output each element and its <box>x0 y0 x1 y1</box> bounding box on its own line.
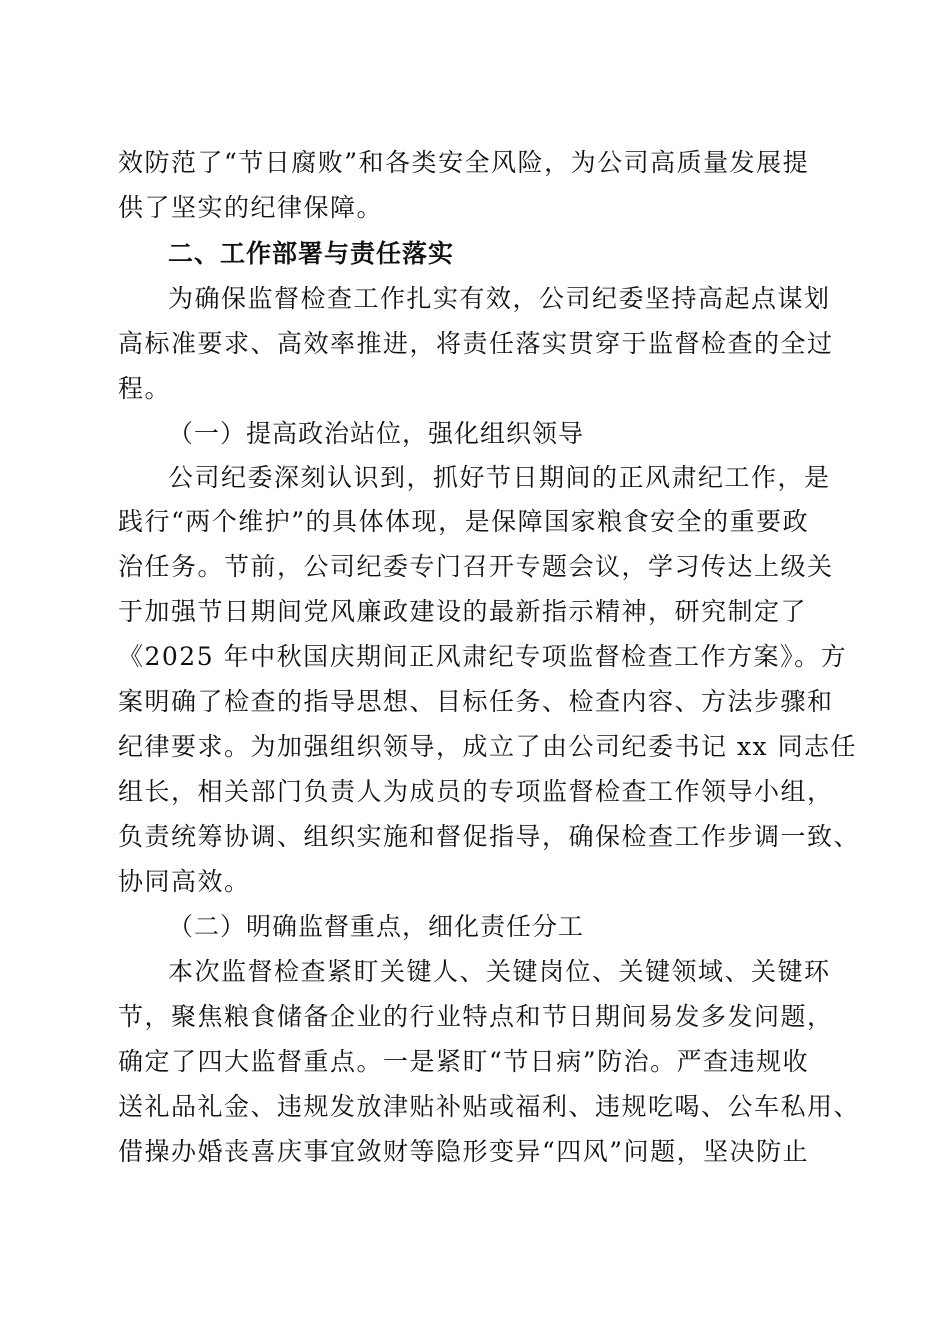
body-text-line: 确定了四大监督重点。一是紧盯“节日病”防治。严查违规收 <box>118 1047 810 1076</box>
body-text-line: 案明确了检查的指导思想、目标任务、检查内容、方法步骤和 <box>118 687 834 716</box>
body-text-line: 节，聚焦粮食储备企业的行业特点和节日期间易发多发问题， <box>118 1002 834 1031</box>
body-text-line: 供了坚实的纪律保障。 <box>118 193 384 222</box>
body-text-line: 效防范了“节日腐败”和各类安全风险，为公司高质量发展提 <box>118 148 810 177</box>
body-text-line: 于加强节日期间党风廉政建设的最新指示精神，研究制定了 <box>118 597 808 626</box>
body-text-line: 高标准要求、高效率推进，将责任落实贯穿于监督检查的全过 <box>118 329 834 358</box>
subsection-heading: （一）提高政治站位，强化组织领导 <box>168 419 585 448</box>
body-text-line: 治任务。节前，公司纪委专门召开专题会议，学习传达上级关 <box>118 552 834 581</box>
body-text-line: 纪律要求。为加强组织领导，成立了由公司纪委书记 xx 同志任 <box>118 732 858 761</box>
body-text-line: 为确保监督检查工作扎实有效，公司纪委坚持高起点谋划 <box>168 284 831 313</box>
body-text-line: 送礼品礼金、违规发放津贴补贴或福利、违规吃喝、公车私用、 <box>118 1092 861 1121</box>
body-text-line: 协同高效。 <box>118 867 251 896</box>
body-text-line: 程。 <box>118 374 172 403</box>
section-heading: 二、工作部署与责任落实 <box>168 239 455 268</box>
body-text-line: 公司纪委深刻认识到，抓好节日期间的正风肃纪工作，是 <box>168 463 831 492</box>
body-text-line: 践行“两个维护”的具体体现，是保障国家粮食安全的重要政 <box>118 507 810 536</box>
body-text-line: 借操办婚丧喜庆事宜敛财等隐形变异“四风”问题，坚决防止 <box>118 1137 810 1166</box>
body-text-line: 组长，相关部门负责人为成员的专项监督检查工作领导小组， <box>118 777 834 806</box>
body-text-line: 《2025 年中秋国庆期间正风肃纪专项监督检查工作方案》。方 <box>118 642 848 671</box>
body-text-line: 本次监督检查紧盯关键人、关键岗位、关键领域、关键环 <box>168 957 831 986</box>
subsection-heading: （二）明确监督重点，细化责任分工 <box>168 912 585 941</box>
body-text-line: 负责统筹协调、组织实施和督促指导，确保检查工作步调一致、 <box>118 822 861 851</box>
